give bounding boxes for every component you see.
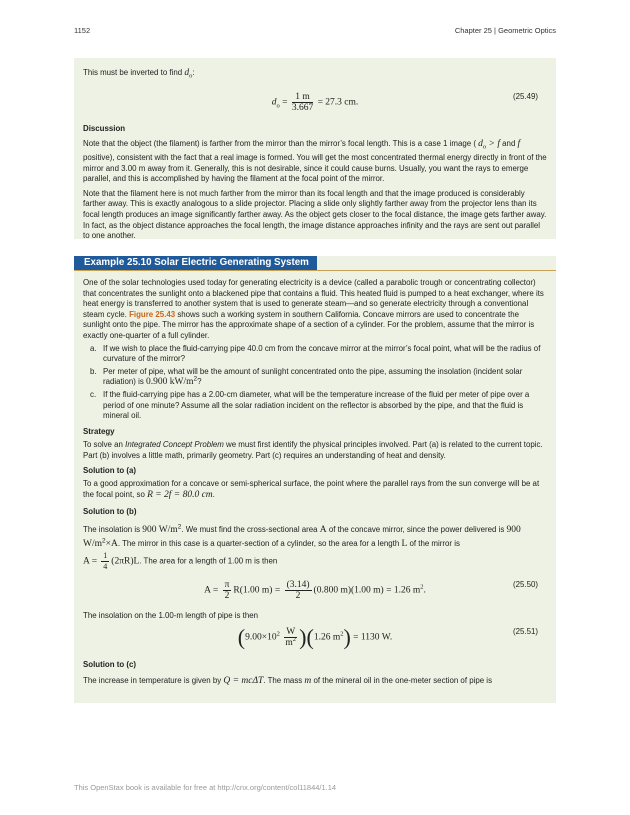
strategy-text: To solve an Integrated Concept Problem we must first identify the physical principles involved. Part (a) is related to the current topic. Part (b) involves a little math, primarily geometry. Part (c) requires an understanding of heat and density. bbox=[83, 440, 543, 460]
solution-b-heading: Solution to (b) bbox=[83, 507, 137, 517]
discussion-paragraph-2: Note that the filament here is not much farther from the mirror than its focal length and that the image produced is considerably farther away. This is exactly analogous to a slide projector. Placing a slide only slightly farther away from the projector lens than its focal length produces an image significantly farther away. As the object gets closer to the focal distance, the image gets farther away. In fact, as the object distance approaches the focal length, the image distance approaches infinity and the rays are sent out parallel to one another. bbox=[83, 188, 547, 241]
example-title-bar bbox=[74, 256, 556, 271]
page-number: 1152 bbox=[74, 26, 91, 35]
solution-a-text: To a good approximation for a concave or semi-spherical surface, the point where the parallel rays from the sun converge will be at the focal point, so R = 2f = 80.0 cm. bbox=[83, 479, 540, 500]
equation-number: (25.49) bbox=[512, 92, 538, 102]
discussion-heading: Discussion bbox=[83, 124, 126, 134]
equation-25-51: ($9.00\times 10^2$ $\frac{W}{m^2}$ )(1.26 $m^2) = 1130$ W. (25.51) bbox=[237, 624, 538, 650]
solution-c-heading: Solution to (c) bbox=[83, 660, 137, 670]
strategy-heading: Strategy bbox=[83, 426, 115, 436]
equation-25-50: A = $\frac{\pi}{2}$ R(1.00 m) = $\frac{(3.14)}{2}$ (0.800 m)(1.00 m) = 1.26 $m^2$. (25.50) bbox=[204, 579, 538, 601]
solution-c-text: The increase in temperature is given by Q = mcΔT. The mass m of the mineral oil in the one-meter section of pipe is bbox=[83, 676, 493, 687]
example-title: Example 25.10 Solar Electric Generating System bbox=[74, 256, 317, 270]
continued-solution-box bbox=[74, 58, 556, 239]
question-a: a. If we wish to place the fluid-carrying pipe 40.0 cm from the concave mirror at the mirror’s focal point, what will be the radius of curvature of the mirror? bbox=[90, 343, 541, 364]
example-intro: One of the solar technologies used today for generating electricity is a device (called a parabolic trough or concentrating collector) that concentrates the sunlight onto a blackened pipe that contains a fluid. This heated fluid is pumped to a heat exchanger, where its heat energy is transferred to another system that is used to generate steam—and so generate electricity through a conventional steam cycle. Figure 25.43 shows such a working system in southern California. Concave mirrors are used to concentrate the sunlight onto the pipe. The mirror has the approximate shape of a section of a cylinder. For the problem, assume that the mirror is exactly one-quarter of a full cylinder. bbox=[83, 278, 544, 340]
page-footer: This OpenStax book is available for free at http://cnx.org/content/col11844/1.14 bbox=[74, 783, 337, 792]
equation-number: (25.51) bbox=[512, 627, 538, 637]
question-c: c. If the fluid-carrying pipe has a 2.00-cm diameter, what will be the temperature increase of the fluid per meter of pipe over a period of one minute? Assume all the solar radiation incident on the reflector is absorbed by the pipe, and that the fluid is mineral oil. bbox=[90, 389, 530, 421]
question-b: b. Per meter of pipe, what will be the amount of sunlight concentrated onto the pipe, assuming the insolation (incident solar radiation) is 0.900 $kW/m^2$? bbox=[90, 366, 523, 388]
example-box bbox=[74, 256, 556, 703]
chapter-header: Chapter 25 | Geometric Optics bbox=[454, 26, 556, 35]
equation-25-49: $d_o$ = $\frac{1 m}{3.667}$ = 27.3 cm. (25.49) bbox=[271, 92, 538, 114]
question-list bbox=[83, 344, 547, 422]
solution-a-heading: Solution to (a) bbox=[83, 465, 137, 475]
equation-number: (25.50) bbox=[512, 579, 538, 589]
figure-link[interactable]: Figure 25.43 bbox=[129, 309, 176, 319]
invert-intro: This must be inverted to find $d_o$: bbox=[83, 68, 195, 80]
insolation-line: The insolation on the 1.00-m length of pipe is then bbox=[83, 610, 259, 620]
discussion-paragraph-1: Note that the object (the filament) is farther from the mirror than the mirror’s focal length. This is a case 1 image ( $d_o > f$ and f positive), consistent with the fact that a real image is formed. You will get the most concentrated thermal energy directly in front of the mirror and 3.00 m away from it. Generally, this is not desirable, since it could cause burns. Usually, you want the rays to emerge parallel, and this is accomplished by having the filament at the focal point of the mirror. bbox=[83, 138, 547, 184]
solution-b-text: The insolation is 900 $W/m^2$. We must find the cross-sectional area A of the concave mirror, since the power delivered is 900 $W/m^2\times A$. The mirror in this case is a quarter-section of a cylinder, so the area for a length L of the mirror is A = $\frac{1}{4}$ (2πR)L. The area for a length of 1.00 m is then bbox=[83, 523, 521, 571]
